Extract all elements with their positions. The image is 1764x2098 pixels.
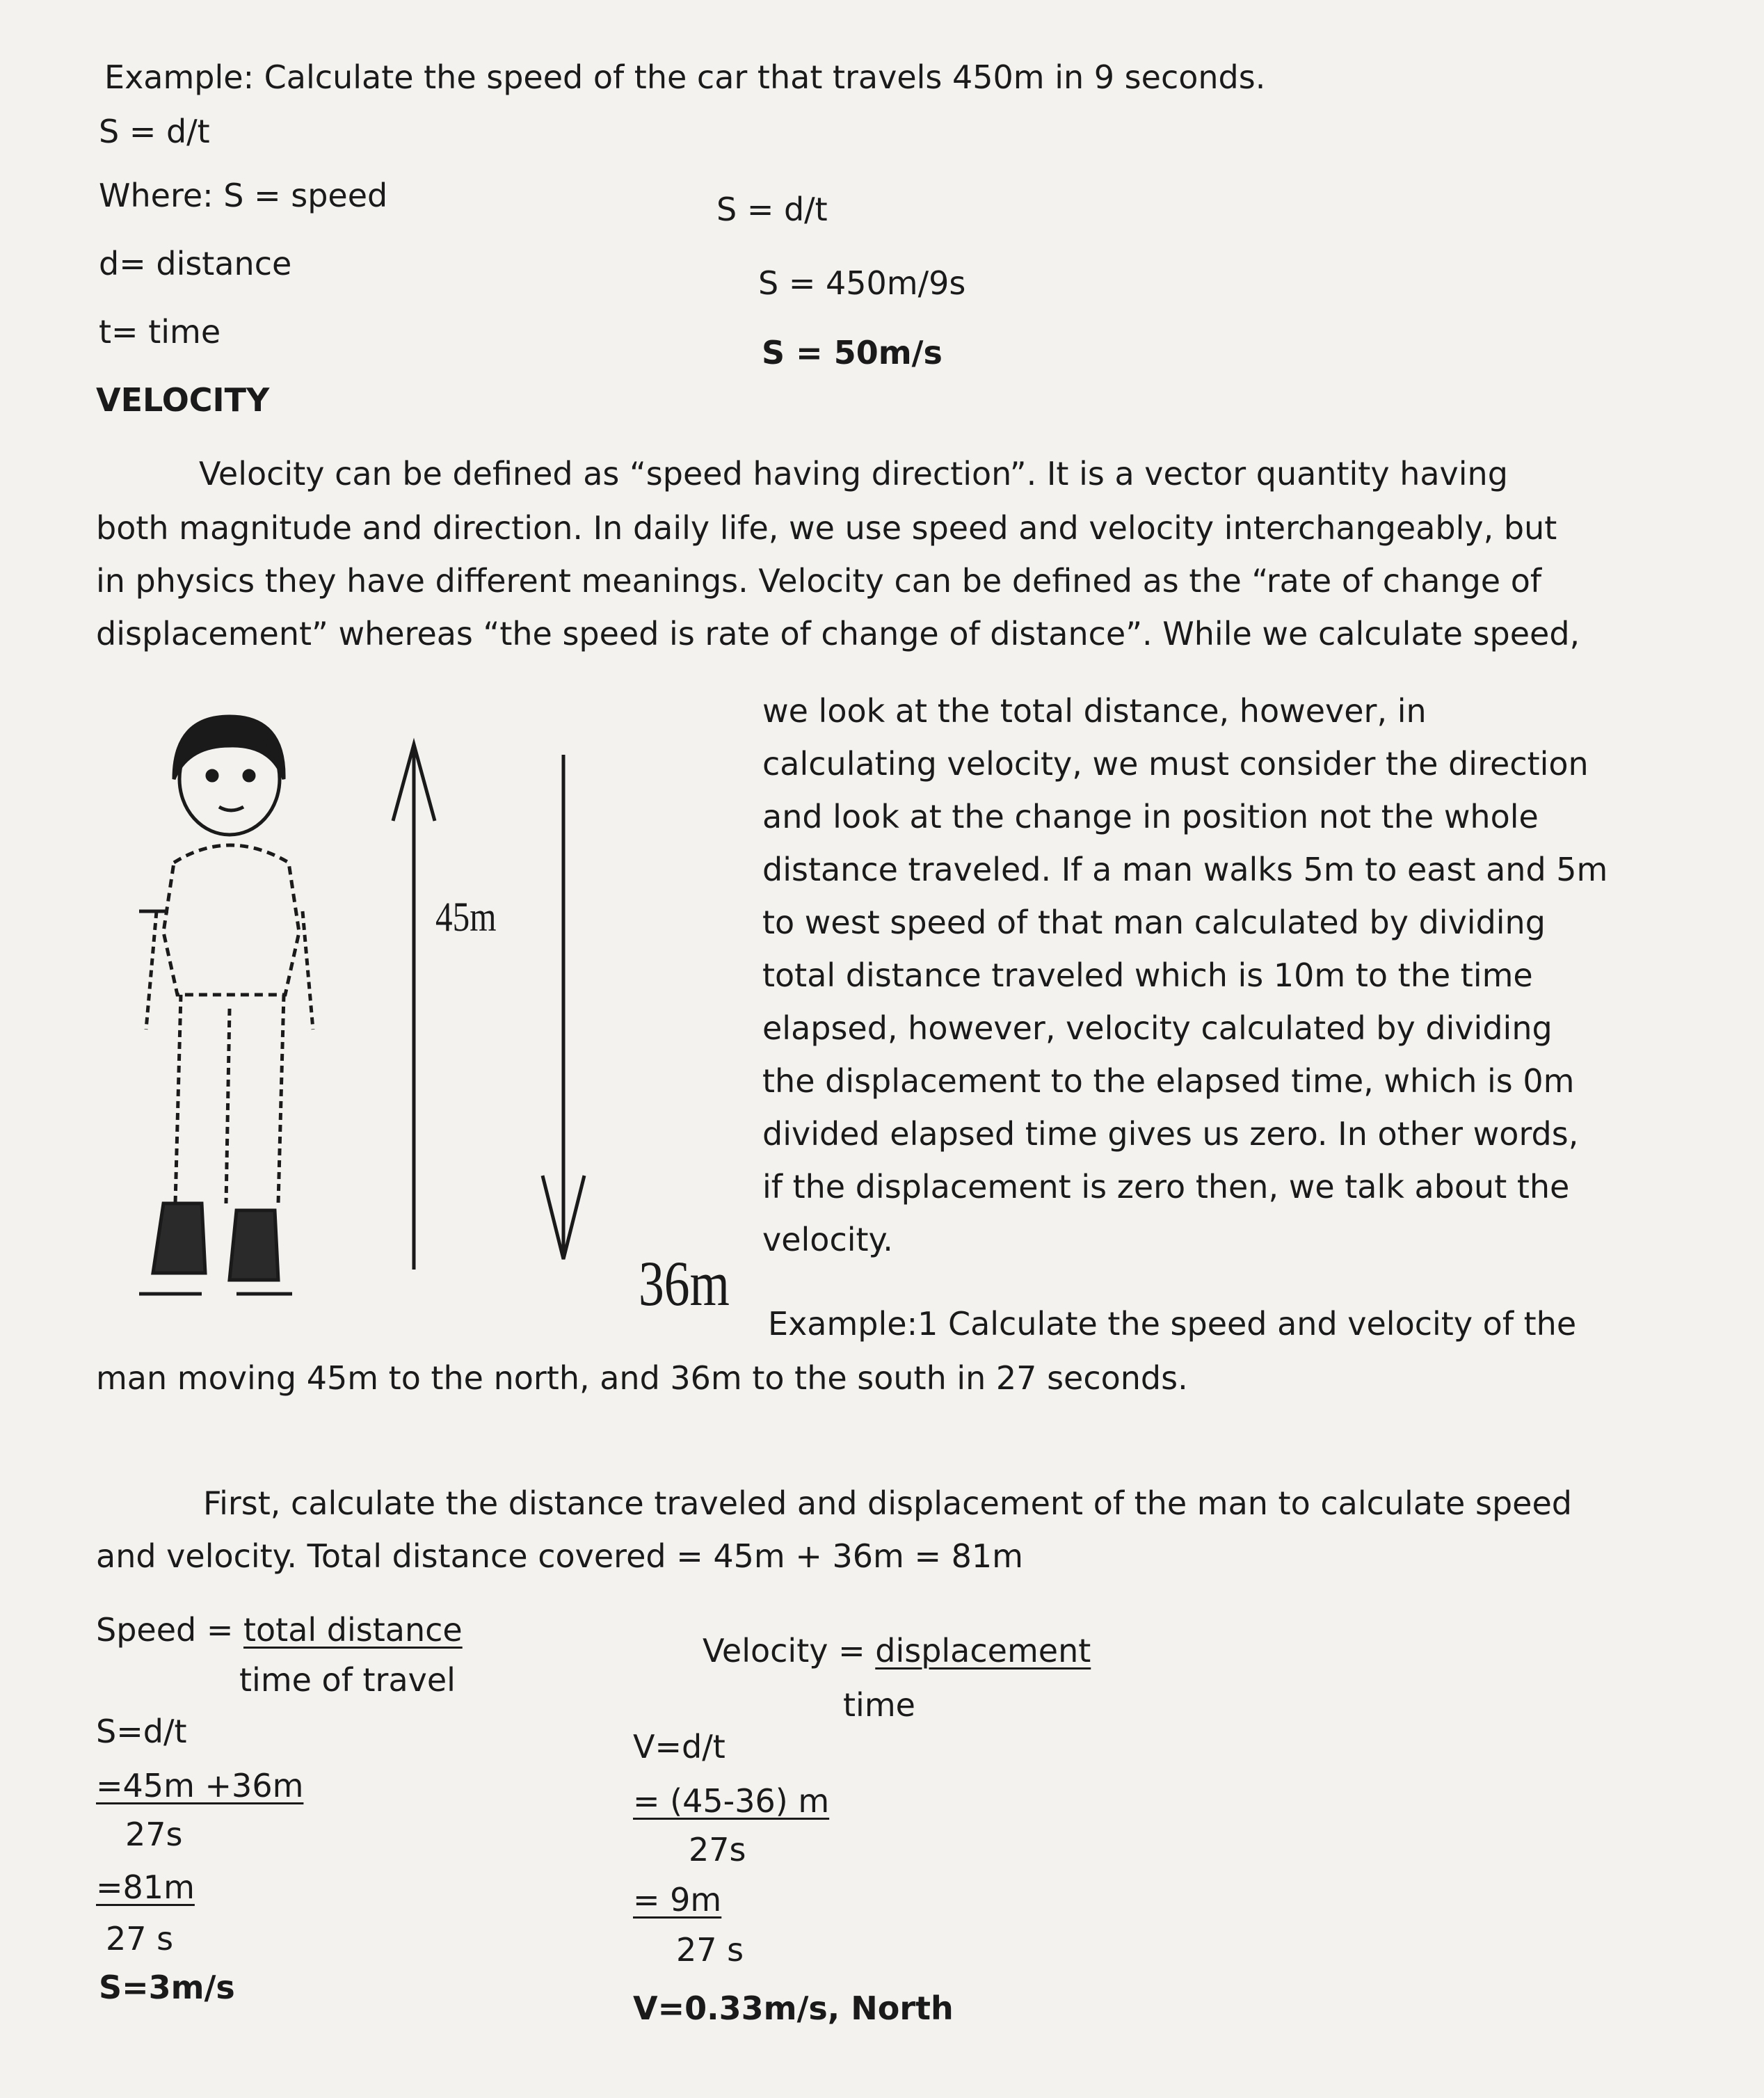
speed-step-4: =81m (96, 1868, 195, 1906)
time-definition: t= time (99, 313, 221, 351)
solution-line-1: First, calculate the distance traveled and displacement of the man to calculate speed (203, 1484, 1572, 1522)
south-arrow (543, 755, 584, 1259)
calc-step-1: S = d/t (716, 191, 828, 228)
velocity-step-3: 27s (689, 1831, 746, 1868)
velocity-numerator: displacement (875, 1632, 1091, 1669)
side-line-11: velocity. (762, 1221, 893, 1258)
velocity-result: V=0.33m/s, North (633, 1989, 954, 2027)
side-line-1: we look at the total distance, however, in (762, 692, 1427, 730)
speed-result: S=3m/s (99, 1969, 235, 2006)
distance-definition: d= distance (99, 245, 292, 282)
man-with-arrows-figure (125, 703, 654, 1301)
speed-step-5: 27 s (106, 1920, 174, 1957)
where-speed-definition: Where: S = speed (99, 177, 388, 214)
side-line-3: and look at the change in position not the whole (762, 798, 1539, 835)
calc-result: S = 50m/s (762, 334, 943, 371)
man-illustration (139, 716, 313, 1294)
side-line-8: the displacement to the elapsed time, which is 0m (762, 1062, 1575, 1100)
velocity-para-line-4: displacement” whereas “the speed is rate of change of distance”. While we calculate speed, (96, 615, 1580, 652)
side-line-2: calculating velocity, we must consider the direction (762, 745, 1589, 783)
speed-denominator: time of travel (239, 1661, 456, 1699)
example1-line-2: man moving 45m to the north, and 36m to the south in 27 seconds. (96, 1359, 1188, 1397)
side-line-10: if the displacement is zero then, we talk about the (762, 1168, 1570, 1206)
example-heading: Example: Calculate the speed of the car that travels 450m in 9 seconds. (104, 58, 1266, 96)
side-line-6: total distance traveled which is 10m to the time (762, 956, 1533, 994)
speed-step-1: S=d/t (96, 1713, 187, 1750)
velocity-heading: VELOCITY (96, 381, 270, 419)
velocity-fraction (703, 1632, 1091, 1669)
velocity-label: Velocity = (703, 1632, 876, 1669)
velocity-step-1: V=d/t (633, 1728, 725, 1765)
side-line-7: elapsed, however, velocity calculated by dividing (762, 1009, 1553, 1047)
north-arrow (393, 744, 435, 1270)
solution-line-2: and velocity. Total distance covered = 45m + 36m = 81m (96, 1537, 1023, 1575)
speed-step-3: 27s (125, 1816, 183, 1853)
velocity-side-paragraph (762, 684, 1750, 1266)
calc-step-2: S = 450m/9s (758, 264, 966, 302)
velocity-step-4: = 9m (633, 1881, 722, 1919)
velocity-para-line-3: in physics they have different meanings. Velocity can be defined as the “rate of change of (96, 562, 1542, 600)
speed-numerator: total distance (243, 1611, 463, 1649)
speed-step-2: =45m +36m (96, 1767, 304, 1804)
speed-fraction (96, 1611, 463, 1649)
side-line-5: to west speed of that man calculated by dividing (762, 904, 1546, 941)
side-line-9: divided elapsed time gives us zero. In other words, (762, 1115, 1579, 1153)
velocity-denominator: time (843, 1686, 915, 1724)
example1-line-1: Example:1 Calculate the speed and velocity of the (768, 1305, 1577, 1343)
speed-formula: S = d/t (99, 113, 210, 150)
velocity-para-line-2: both magnitude and direction. In daily life, we use speed and velocity interchangeably, but (96, 509, 1557, 547)
side-line-4: distance traveled. If a man walks 5m to east and 5m (762, 851, 1608, 888)
velocity-step-5: 27 s (676, 1931, 744, 1969)
south-distance-label: 36m (639, 1248, 730, 1319)
velocity-step-2: = (45-36) m (633, 1782, 830, 1820)
north-distance-label: 45m (435, 894, 497, 940)
velocity-para-line-1: Velocity can be defined as “speed having direction”. It is a vector quantity having (199, 455, 1508, 493)
speed-label: Speed = (96, 1611, 243, 1649)
